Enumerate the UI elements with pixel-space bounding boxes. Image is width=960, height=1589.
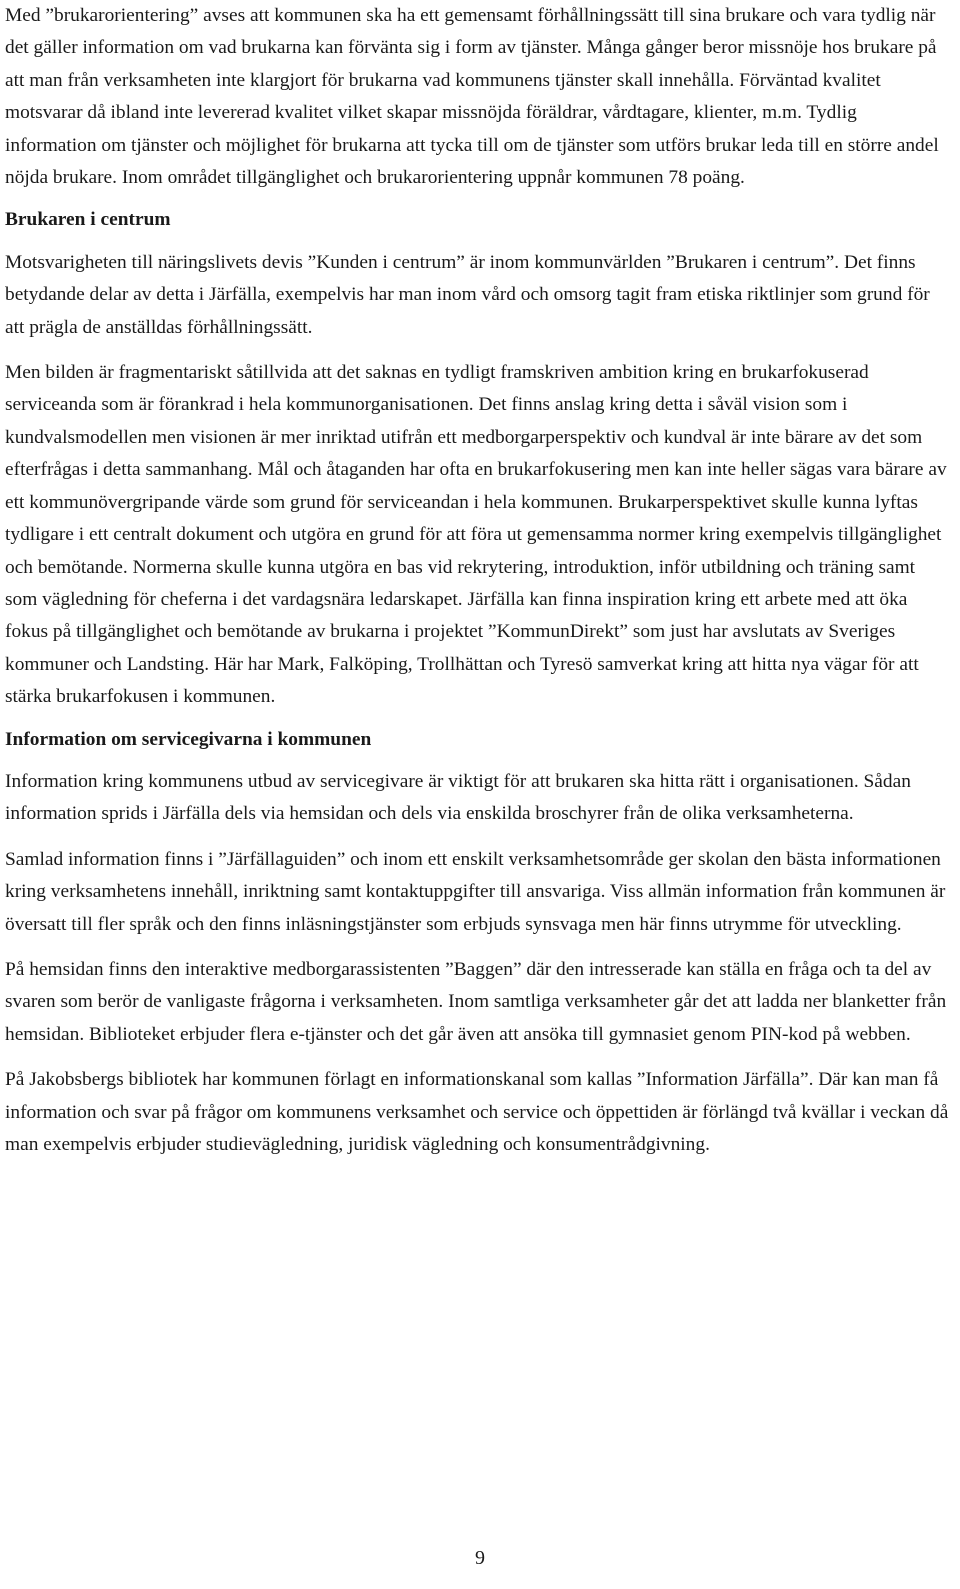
intro-paragraph: Med ”brukarorientering” avses att kommunen ska ha ett gemensamt förhållningssätt till sina brukare och vara tydlig när det gäller information om vad brukarna kan förvänta sig i form av tjänster. Många gånger beror missnöje hos brukare på att man från verksamheten inte klargjort för brukarna vad kommunens tjänster skall innehålla. Förväntad kvalitet motsvarar då ibland inte levererad kvalitet vilket skapar missnöjda föräldrar, vårdtagare, klienter, m.m. Tydlig information om tjänster och möjlighet för brukarna att tycka till om de tjänster som utförs brukar leda till en större andel nöjda brukare. Inom området tillgänglighet och brukarorientering uppnår kommunen 78 poäng. [5, 5, 939, 189]
document-page [5, 0, 950, 1161]
paragraph: Information kring kommunens utbud av servicegivare är viktigt för att brukaren ska hitta rätt i organisationen. Sådan information sprids i Järfälla dels via hemsidan och dels via enskilda broschyrer från de olika verksamheterna. [5, 770, 911, 825]
section-heading-information-om-servicegivarna: Information om servicegivarna i kommunen [5, 728, 372, 750]
page-number: 9 [475, 1547, 485, 1569]
section-heading-brukaren-i-centrum: Brukaren i centrum [5, 209, 171, 231]
paragraph: Motsvarigheten till näringslivets devis ”Kunden i centrum” är inom kommunvärlden ”Brukaren i centrum”. Det finns betydande delar av detta i Järfälla, exempelvis har man inom vård och omsorg tagit fram etiska riktlinjer som grund för att prägla de anställdas förhållningssätt. [5, 251, 930, 338]
paragraph: Samlad information finns i ”Järfällaguiden” och inom ett enskilt verksamhetsområde ger skolan den bästa informationen kring verksamhetens innehåll, inriktning samt kontaktuppgifter till ansvariga. Viss allmän information från kommunen är översatt till fler språk och den finns inläsningstjänster som erbjuds synsvaga men här finns utrymme för utveckling. [5, 848, 946, 935]
paragraph: På hemsidan finns den interaktive medborgarassistenten ”Baggen” där den intresserade kan ställa en fråga och ta del av svaren som berör de vanligaste frågorna i verksamheten. Inom samtliga verksamheter går det att ladda ner blanketter från hemsidan. Biblioteket erbjuder flera e-tjänster och det går även att ansöka till gymnasiet genom PIN-kod på webben. [5, 958, 947, 1045]
paragraph: På Jakobsbergs bibliotek har kommunen förlagt en informationskanal som kallas ”Information Järfälla”. Där kan man få information och svar på frågor om kommunens verksamhet och service och öppettiden är förlängd två kvällar i veckan då man exempelvis erbjuder studievägledning, juridisk vägledning och konsumentrådgivning. [5, 1069, 949, 1155]
paragraph: Men bilden är fragmentariskt såtillvida att det saknas en tydligt framskriven ambition kring en brukarfokuserad serviceanda som är förankrad i hela kommunorganisationen. Det finns anslag kring detta i såväl vision som i kundvalsmodellen men visionen är mer inriktad utifrån ett medborgarperspektiv och kundval är inte bärare av det som efterfrågas i detta sammanhang. Mål och åtaganden har ofta en brukarfokusering men kan inte heller sägas vara bärare av ett kommunövergripande värde som grund för serviceandan i hela kommunen. Brukarperspektivet skulle kunna lyftas tydligare i ett centralt dokument och utgöra en grund för att föra ut gemensamma normer kring exempelvis tillgänglighet och bemötande. Normerna skulle kunna utgöra en bas vid rekrytering, introduktion, inför utbildning och träning samt som vägledning för cheferna i det vardagsnära ledarskapet. Järfälla kan finna inspiration kring ett arbete med att öka fokus på tillgänglighet och bemötande av brukarna i projektet ”KommunDirekt” som just har avslutats av Sveriges kommuner och Landsting. Här har Mark, Falköping, Trollhättan och Tyresö samverkat kring att hitta nya vägar för att stärka brukarfokusen i kommunen. [5, 362, 947, 708]
